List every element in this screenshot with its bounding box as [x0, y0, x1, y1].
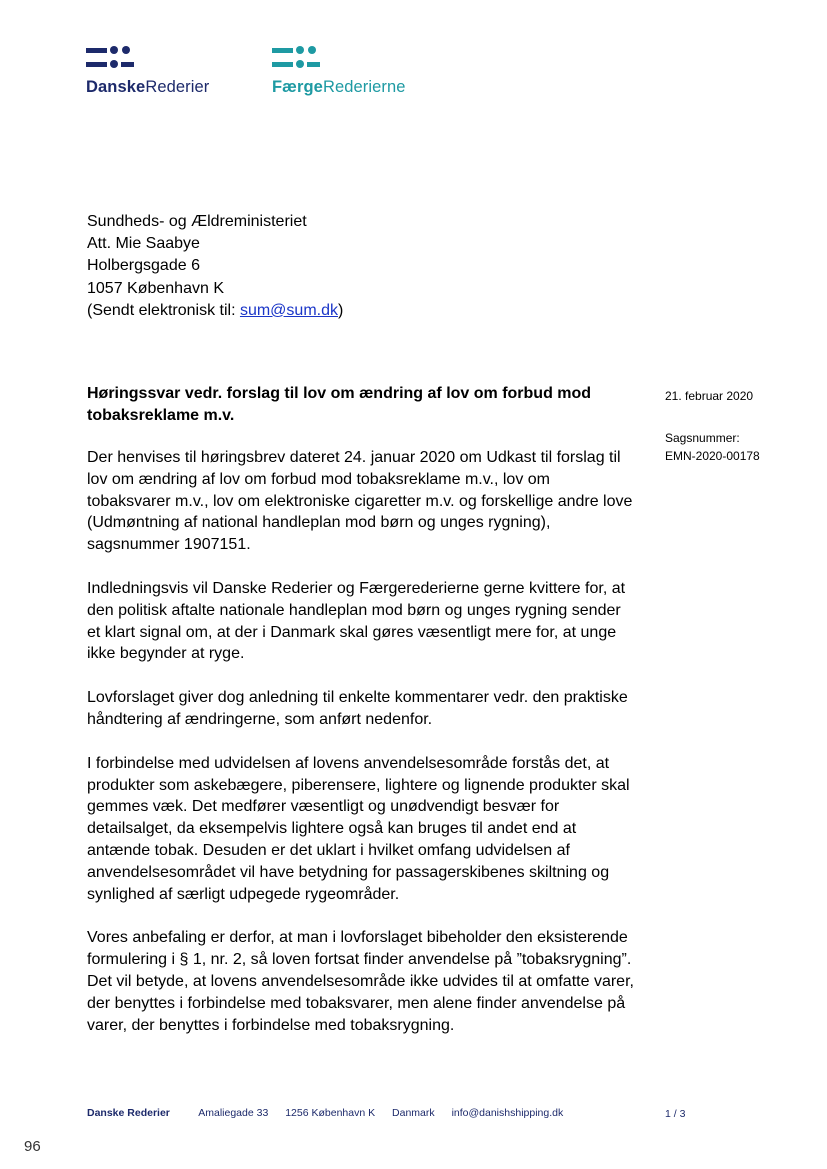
- danske-rederier-mark-icon: [86, 46, 134, 70]
- letter-body: [87, 447, 637, 1058]
- footer-email[interactable]: info@danishshipping.dk: [451, 1107, 564, 1119]
- page-number: 96: [24, 1138, 41, 1155]
- recipient-ministry: Sundheds- og Ældreministeriet: [87, 213, 307, 230]
- recipient-city: 1057 København K: [87, 279, 224, 297]
- case-number-block: [665, 429, 760, 465]
- body-paragraph: Indledningsvis vil Danske Rederier og Færgerederierne gerne kvittere for, at den politisk aftalte nationale handleplan mod børn og unges rygning sender et klart signal om, at der i Danmark skal gøres væsentligt mere for, at unge ikke begynder at ryge.: [87, 579, 626, 663]
- body-paragraph: Vores anbefaling er derfor, at man i lovforslaget bibeholder den eksisterende formulering i § 1, nr. 2, så loven fortsat finder anvendelse på ”tobaksrygning”. Det vil betyde, at lovens anvendelsesområde ikke udvides til at omfatte varer, der benyttes i forbindelse med tobaksvarer, men alene finder anvendelse på varer, der benyttes i forbindelse med tobaksrygning.: [87, 929, 634, 1034]
- recipient-address: [87, 211, 343, 322]
- recipient-email-link[interactable]: sum@sum.dk: [239, 301, 338, 319]
- danske-rederier-wordmark: DanskeRederier: [86, 78, 210, 96]
- case-number-value: EMN-2020-00178: [665, 449, 760, 463]
- faergerederierne-wordmark: FærgeRederierne: [272, 78, 406, 96]
- body-paragraph: Lovforslaget giver dog anledning til enkelte kommentarer vedr. den praktiske håndtering af ændringerne, som anført nedenfor.: [87, 689, 628, 728]
- footer-country: Danmark: [392, 1107, 435, 1119]
- faergerederierne-mark-icon: [272, 46, 320, 70]
- letter-subject: Høringssvar vedr. forslag til lov om ændring af lov om forbud mod tobaksreklame m.v.: [87, 385, 592, 424]
- body-paragraph: I forbindelse med udvidelsen af lovens anvendelsesområde forstås det, at produkter som askebægere, piberensere, lightere og lignende produkter skal gemmes væk. Det medfører væsentligt og unødvendigt besvær for detailsalget, da eksempelvis lightere også kan bruges til andet end at antænde tobak. Desuden er det uklart i hvilket omfang udvidelsen af anvendelsesområdet vil have betydning for passagerskibenes skiltning og synlighed af særligt udpegede rygeområder.: [87, 754, 630, 903]
- letter-footer: [87, 1107, 563, 1119]
- recipient-attention: Att. Mie Saabye: [87, 235, 200, 253]
- recipient-sent-note: (Sendt elektronisk til: sum@sum.dk): [87, 301, 344, 319]
- footer-street: Amaliegade 33: [198, 1107, 269, 1119]
- footer-company: Danske Rederier: [87, 1107, 170, 1119]
- footer-city: 1256 København K: [285, 1107, 376, 1119]
- danske-rederier-logo: [86, 46, 209, 97]
- faergerederierne-logo: [272, 46, 406, 97]
- recipient-street: Holbergsgade 6: [87, 257, 200, 275]
- case-number-label: Sagsnummer:: [665, 431, 740, 445]
- footer-page-indicator: 1 / 3: [665, 1108, 686, 1120]
- body-paragraph: Der henvises til høringsbrev dateret 24. januar 2020 om Udkast til forslag til lov om ændring af lov om forbud mod tobaksreklame m.v., lov om tobaksvarer m.v., lov om elektroniske cigaretter m.v. og forskellige andre love (Udmøntning af national handleplan mod børn og unges rygning), sagsnummer 1907151.: [87, 449, 633, 554]
- letter-date: 21. februar 2020: [665, 389, 754, 403]
